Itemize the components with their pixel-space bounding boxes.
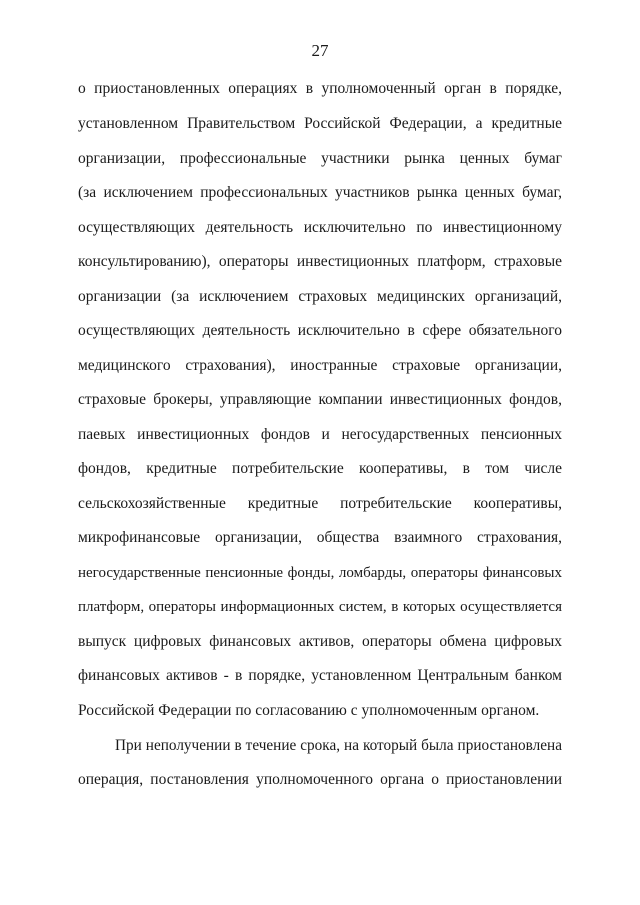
text-line: медицинского страхования), иностранные страховые организации,: [78, 357, 562, 374]
text-line: При неполучении в течение срока, на который была приостановлена: [115, 737, 562, 754]
page-number: 27: [311, 41, 329, 60]
text-line: (за исключением профессиональных участников рынка ценных бумаг,: [78, 184, 562, 201]
text-line: платформ, операторы информационных систем, в которых осуществляется: [78, 599, 562, 615]
text-line: страховые брокеры, управляющие компании инвестиционных фондов,: [78, 391, 562, 408]
text-line: организации (за исключением страховых медицинских организаций,: [78, 288, 562, 305]
text-line: операция, постановления уполномоченного органа о приостановлении: [78, 771, 562, 788]
text-line: выпуск цифровых финансовых активов, операторы обмена цифровых: [78, 633, 562, 650]
text-line: организации, профессиональные участники рынка ценных бумаг: [78, 150, 562, 167]
text-line: фондов, кредитные потребительские кооперативы, в том числе: [78, 460, 562, 477]
text-line: установленном Правительством Российской Федерации, а кредитные: [78, 115, 562, 132]
text-line: консультированию), операторы инвестиционных платформ, страховые: [78, 253, 562, 270]
text-line: осуществляющих деятельность исключительно в сфере обязательного: [78, 322, 562, 339]
text-line: негосударственные пенсионные фонды, ломбарды, операторы финансовых: [78, 565, 562, 581]
text-line: Российской Федерации по согласованию с уполномоченным органом.: [78, 702, 540, 719]
text-line: паевых инвестиционных фондов и негосударственных пенсионных: [78, 426, 562, 443]
text-line: осуществляющих деятельность исключительно по инвестиционному: [78, 219, 562, 236]
text-line: о приостановленных операциях в уполномоченный орган в порядке,: [78, 80, 562, 97]
text-line: сельскохозяйственные кредитные потребительские кооперативы,: [78, 495, 562, 512]
text-line: финансовых активов - в порядке, установленном Центральным банком: [78, 667, 562, 684]
text-line: микрофинансовые организации, общества взаимного страхования,: [78, 529, 562, 546]
